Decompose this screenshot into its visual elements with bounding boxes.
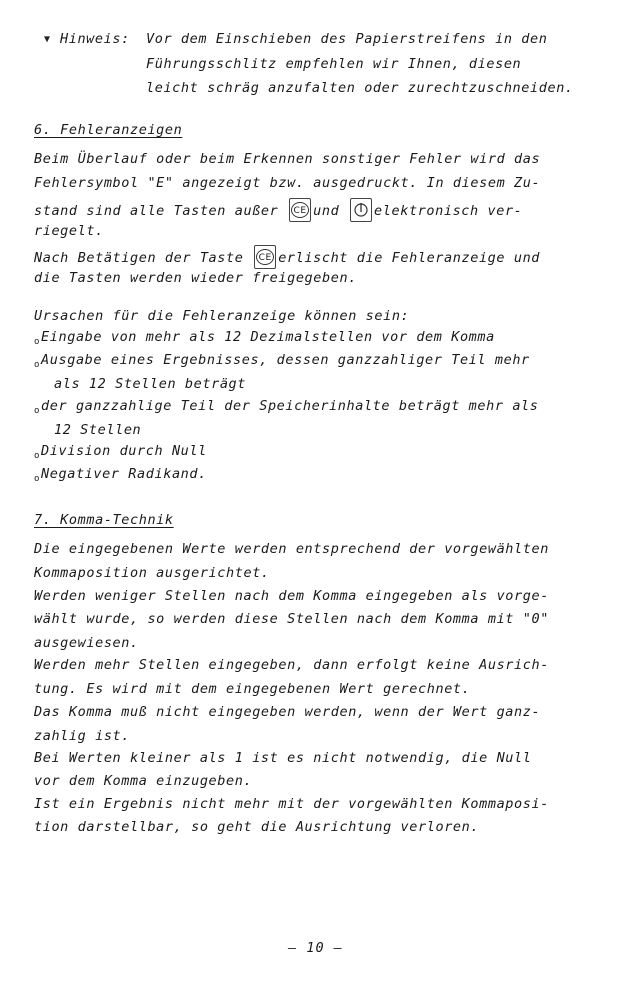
cause-item: $_o$Negativer Radikand.: [34, 466, 207, 484]
bullet-icon: o: [34, 360, 41, 370]
hint-text-3: leicht schräg anzufalten oder zurechtzuschneiden.: [146, 80, 574, 96]
s6-p2-line-2: die Tasten werden wieder freigegeben.: [34, 270, 357, 286]
cause-item: $_o$Eingabe von mehr als 12 Dezimalstellen vor dem Komma: [34, 329, 495, 347]
s7-line: Das Komma muß nicht eingegeben werden, wenn der Wert ganz-: [34, 704, 541, 720]
bullet-icon: o: [34, 474, 41, 484]
s7-line: tion darstellbar, so geht die Ausrichtung verloren.: [34, 819, 480, 835]
section-7-heading: 7. Komma-Technik: [34, 512, 174, 528]
hint-label: Hinweis:: [60, 31, 130, 47]
s6-p1-line-1: Beim Überlauf oder beim Erkennen sonstiger Fehler wird das: [34, 151, 541, 167]
cause-item: $_o$Division durch Null: [34, 443, 207, 461]
s7-line: Werden weniger Stellen nach dem Komma eingegeben als vorge-: [34, 588, 549, 604]
section-6-heading: 6. Fehleranzeigen: [34, 122, 183, 138]
s7-line: Werden mehr Stellen eingegeben, dann erfolgt keine Ausrich-: [34, 657, 549, 673]
cause-item: $_o$Ausgabe eines Ergebnisses, dessen ganzzahliger Teil mehr: [34, 352, 530, 370]
page-number: – 10 –: [288, 940, 343, 956]
s6-p1-line-3: [34, 198, 522, 222]
s6-p1-line-4: riegelt.: [34, 223, 104, 239]
ce-key-icon: [289, 198, 311, 222]
s6-p1-line-3b: und: [313, 203, 340, 219]
s6-p2-line-1b: erlischt die Fehleranzeige und: [278, 250, 541, 266]
s6-p2-line-1a: Nach Betätigen der Taste: [34, 250, 244, 266]
cause-item-continuation: als 12 Stellen beträgt: [54, 376, 247, 392]
s7-line: ausgewiesen.: [34, 635, 139, 651]
s7-line: Bei Werten kleiner als 1 ist es nicht notwendig, die Null: [34, 750, 532, 766]
ce-key-label: CE: [291, 202, 309, 218]
hint-text-2: Führungsschlitz empfehlen wir Ihnen, diesen: [146, 56, 522, 72]
s7-line: tung. Es wird mit dem eingegebenen Wert gerechnet.: [34, 681, 471, 697]
s7-line: wählt wurde, so werden diese Stellen nach dem Komma mit "0": [34, 611, 549, 627]
s6-p1-line-2: Fehlersymbol "E" angezeigt bzw. ausgedruckt. In diesem Zu-: [34, 175, 541, 191]
bullet-icon: o: [34, 337, 41, 347]
s7-line: vor dem Komma einzugeben.: [34, 773, 253, 789]
hint-line-1: [60, 30, 130, 48]
on-off-key-icon: [350, 198, 372, 222]
causes-intro: Ursachen für die Fehleranzeige können sein:: [34, 308, 410, 324]
s7-line: Ist ein Ergebnis nicht mehr mit der vorgewählten Kommaposi-: [34, 796, 549, 812]
ce-key-icon: [254, 245, 276, 269]
cause-item: $_o$der ganzzahlige Teil der Speicherinhalte beträgt mehr als: [34, 398, 539, 416]
hint-arrow-icon: ▼: [44, 34, 51, 45]
bullet-icon: o: [34, 451, 41, 461]
s6-p2-line-1: [34, 245, 540, 269]
s7-line: Die eingegebenen Werte werden entsprechend der vorgewählten: [34, 541, 549, 557]
bullet-icon: o: [34, 406, 41, 416]
ce-key-label: CE: [256, 249, 274, 265]
s6-p1-line-3c: elektronisch ver-: [374, 203, 523, 219]
s7-line: zahlig ist.: [34, 728, 131, 744]
power-icon: [353, 201, 369, 219]
cause-item-continuation: 12 Stellen: [54, 422, 142, 438]
s6-p1-line-3a: stand sind alle Tasten außer: [34, 203, 279, 219]
s7-line: Kommaposition ausgerichtet.: [34, 565, 270, 581]
hint-text-1: Vor dem Einschieben des Papierstreifens in den: [146, 31, 548, 47]
